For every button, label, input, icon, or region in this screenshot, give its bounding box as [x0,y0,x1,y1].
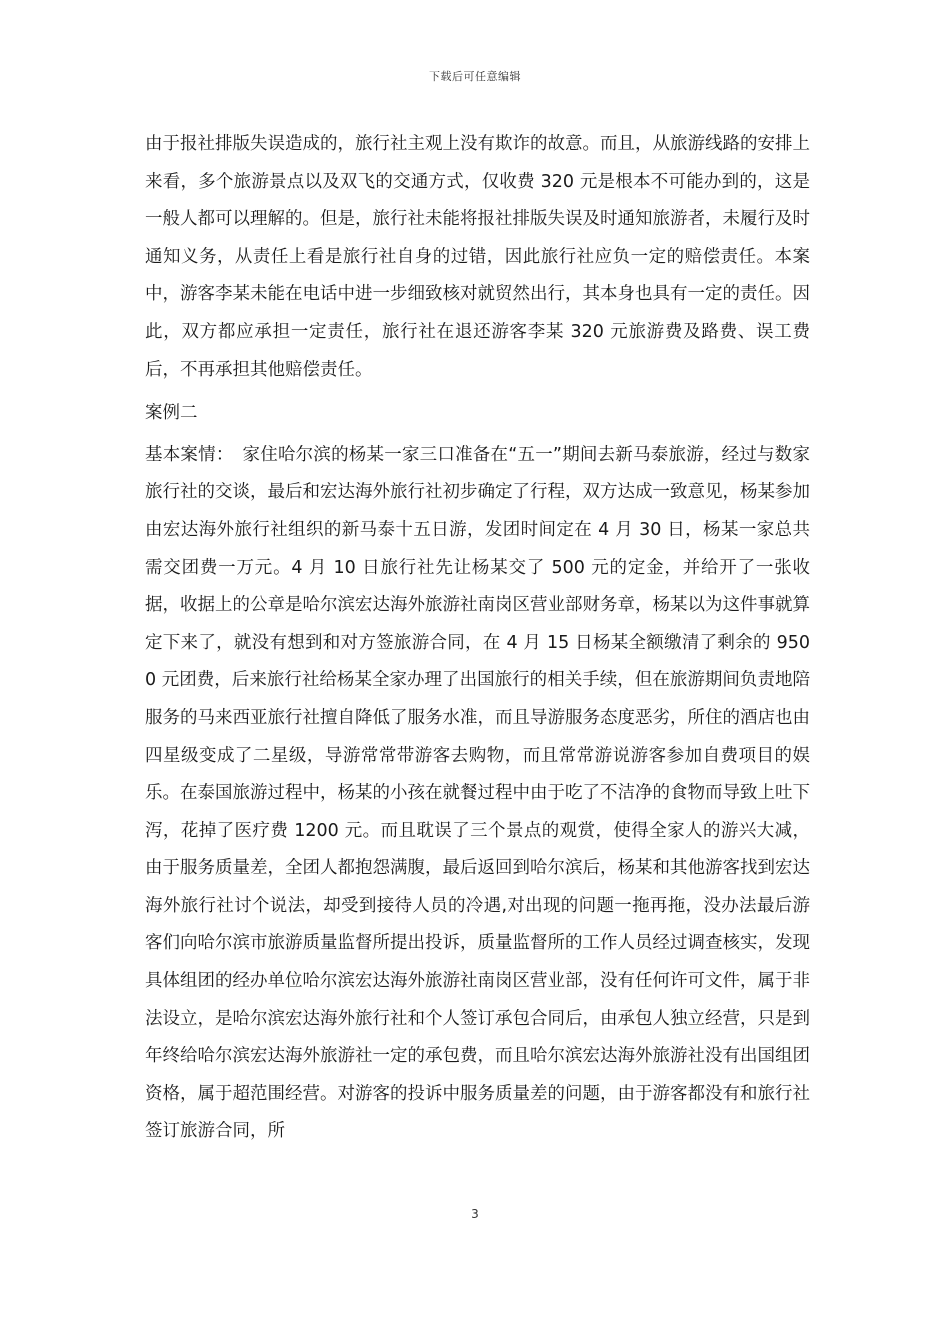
document-body [145,126,810,1151]
paragraph-case-analysis: 由于报社排版失误造成的，旅行社主观上没有欺诈的故意。而且，从旅游线路的安排上来看，多个旅游景点以及双飞的交通方式，仅收费 320 元是根本不可能办到的，这是一般人都可以理解的。但是，旅行社未能将报社排版失误及时通知旅游者，未履行及时通知义务，从责任上看是旅行社自身的过错，因此旅行社应负一定的赔偿责任。本案中，游客李某未能在电话中进一步细致核对就贸然出行，其本身也具有一定的责任。因此，双方都应承担一定责任，旅行社在退还游客李某 320 元旅游费及路费、误工费后，不再承担其他赔偿责任。 [145,134,810,380]
page-header: 下载后可任意编辑 [429,70,521,83]
paragraph-case-two-facts: 基本案情： 家住哈尔滨的杨某一家三口准备在“五一”期间去新马泰旅游，经过与数家旅行社的交谈，最后和宏达海外旅行社初步确定了行程，双方达成一致意见，杨某参加由宏达海外旅行社组织的新马泰十五日游，发团时间定在 4 月 30 日，杨某一家总共需交团费一万元。4 月 10 日旅行社先让杨某交了 500 元的定金，并给开了一张收据，收据上的公章是哈尔滨宏达海外旅游社南岗区营业部财务章，杨某以为这件事就算定下来了，就没有想到和对方签旅游合同，在 4 月 15 日杨某全额缴清了剩余的 9500 元团费，后来旅行社给杨某全家办理了出国旅行的相关手续，但在旅游期间负责地陪服务的马来西亚旅行社擅自降低了服务水准，而且导游服务态度恶劣，所住的酒店也由四星级变成了二星级，导游常常带游客去购物，而且常常游说游客参加自费项目的娱乐。在泰国旅游过程中，杨某的小孩在就餐过程中由于吃了不洁净的食物而导致上吐下泻，花掉了医疗费 1200 元。而且耽误了三个景点的观赏，使得全家人的游兴大减，由于服务质量差，全团人都抱怨满腹，最后返回到哈尔滨后，杨某和其他游客找到宏达海外旅行社讨个说法，却受到接待人员的冷遇,对出现的问题一拖再拖，没办法最后游客们向哈尔滨市旅游质量监督所提出投诉，质量监督所的工作人员经过调查核实，发现具体组团的经办单位哈尔滨宏达海外旅游社南岗区营业部，没有任何许可文件，属于非法设立，是哈尔滨宏达海外旅行社和个人签订承包合同后，由承包人独立经营，只是到年终给哈尔滨宏达海外旅游社一定的承包费，而且哈尔滨宏达海外旅游社没有出国组团资格，属于超范围经营。对游客的投诉中服务质量差的问题，由于游客都没有和旅行社签订旅游合同，所 [145,444,810,1142]
page-number: 3 [471,1207,479,1221]
section-heading-case-two: 案例二 [145,403,198,424]
